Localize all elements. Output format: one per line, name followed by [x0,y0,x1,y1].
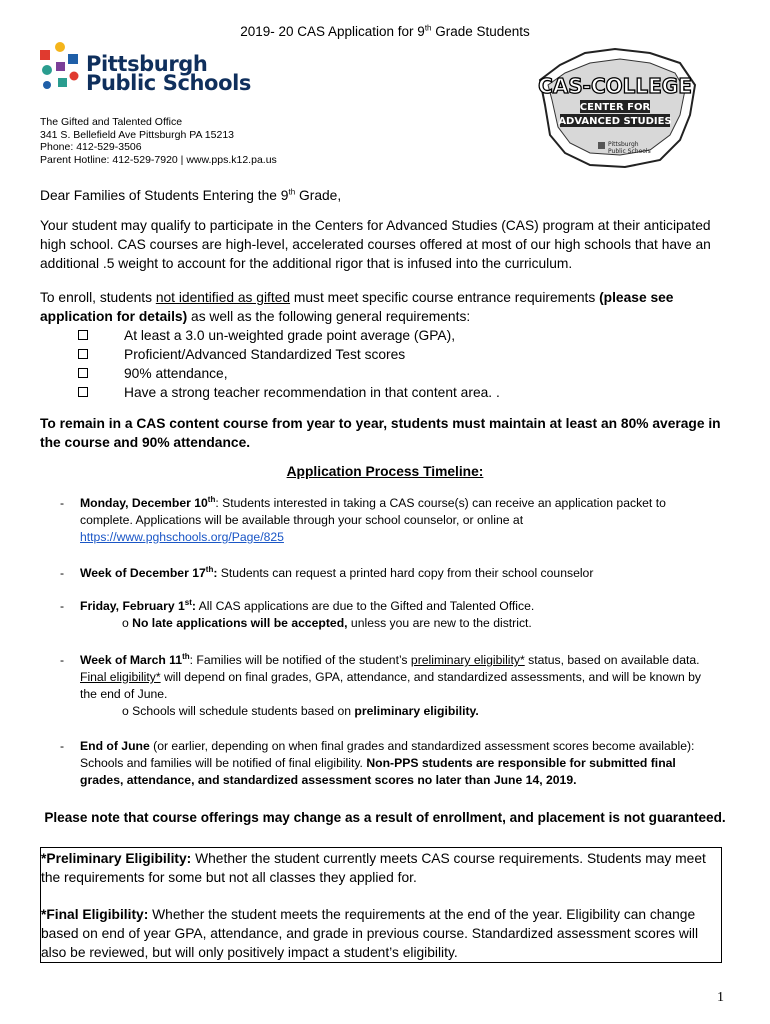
cas-logo-top-text: CAS-COLLEGE [538,74,692,98]
cas-logo-line1: CENTER FOR [579,102,651,113]
office-hotline: Parent Hotline: 412-529-7920 | www.pps.k12.pa.us [40,153,277,166]
final-eligibility-definition: *Final Eligibility: Whether the student meets the requirements at the end of the year. Eligibility can change based on end of year GPA, attendance, and grade in previous course. Standardized assessment scores will also be reviewed, but will only positively impact a student’s eligibility. [41,907,699,960]
preliminary-eligibility-definition: *Preliminary Eligibility: Whether the student currently meets CAS course requirements. Students may meet the requirements for some but not all classes they applied for. [41,851,706,885]
logo-dot-yellow [55,42,65,52]
list-item: 90% attendance, [76,364,500,383]
office-address: 341 S. Bellefield Ave Pittsburgh PA 15213 [40,128,234,141]
timeline-item: - Week of December 17th: Students can request a printed hard copy from their school counselor [60,564,594,580]
timeline-item: - Friday, February 1st: All CAS applications are due to the Gifted and Talented Office. o No late applications will be accepted, unless you are new to the district. [60,597,535,630]
logo-dot-teal [42,65,52,75]
greeting: Dear Families of Students Entering the 9th Grade, [40,187,342,203]
logo-square-teal [58,78,67,87]
logo-dot-red [70,72,79,81]
logo-square-blue [68,54,78,64]
enroll-paragraph: To enroll, students not identified as gifted must meet specific course entrance requirements (please see application for details) as well as the following general requirements: [40,290,674,324]
cas-logo-small1: Pittsburgh [608,141,639,148]
remain-requirement: To remain in a CAS content course from year to year, students must maintain at least an 80% average in the course and 90% attendance. [40,416,721,450]
cas-logo-small2: Public Schools [608,148,651,155]
cas-college-logo [530,45,700,170]
office-phone: Phone: 412-529-3506 [40,141,142,153]
checkbox-icon [78,368,88,378]
intro-paragraph: Your student may qualify to participate in the Centers for Advanced Studies (CAS) program at their anticipated high school. CAS courses are high-level, accelerated courses offered at most of our high schools that have an additional .5 weight to account for the additional rigor that is infused into the curriculum. [40,218,711,271]
requirements-list [76,326,500,402]
eligibility-definitions-box [40,847,722,963]
list-item: Have a strong teacher recommendation in that content area. . [76,383,500,402]
timeline-item: - Monday, December 10th: Students interested in taking a CAS course(s) can receive an application packet to complete. Applications will be available through your school counselor, or online at https://www.pghschools.org/Page/825 [60,494,666,544]
timeline-item: - End of June (or earlier, depending on when final grades and standardized assessment scores become available): Schools and families will be notified of final eligibility. Non-PPS students are responsible for submitted final grades, attendance, and standardized assessment scores no later than June 14, 2019. [60,739,695,787]
office-name: The Gifted and Talented Office [40,116,183,128]
logo-dot-blue [43,81,51,89]
checkbox-icon [78,330,88,340]
placement-note: Please note that course offerings may change as a result of enrollment, and placement is not guaranteed. [44,810,726,825]
pps-logo-text: Pittsburgh Public Schools [86,52,252,95]
checkbox-icon [78,349,88,359]
timeline-item: - Week of March 11th: Families will be notified of the student’s preliminary eligibility* status, based on available data. Final eligibility* will depend on final grades, GPA, attendance, and standardized assessments, and will be known by the end of June. o Schools will schedule students based on preliminary eligibility. [60,651,702,718]
timeline-title: Application Process Timeline: [286,464,484,479]
cas-logo-line2: ADVANCED STUDIES [558,116,672,127]
page-title: 2019- 20 CAS Application for 9th Grade Students [240,23,530,39]
office-info [40,116,277,166]
application-link[interactable]: https://www.pghschools.org/Page/825 [80,530,284,544]
checkbox-icon [78,387,88,397]
logo-square-purple [56,62,65,71]
page-number: 1 [717,990,724,1005]
list-item: Proficient/Advanced Standardized Test scores [76,345,500,364]
list-item: At least a 3.0 un-weighted grade point average (GPA), [76,326,500,345]
logo-square-red [40,50,50,60]
